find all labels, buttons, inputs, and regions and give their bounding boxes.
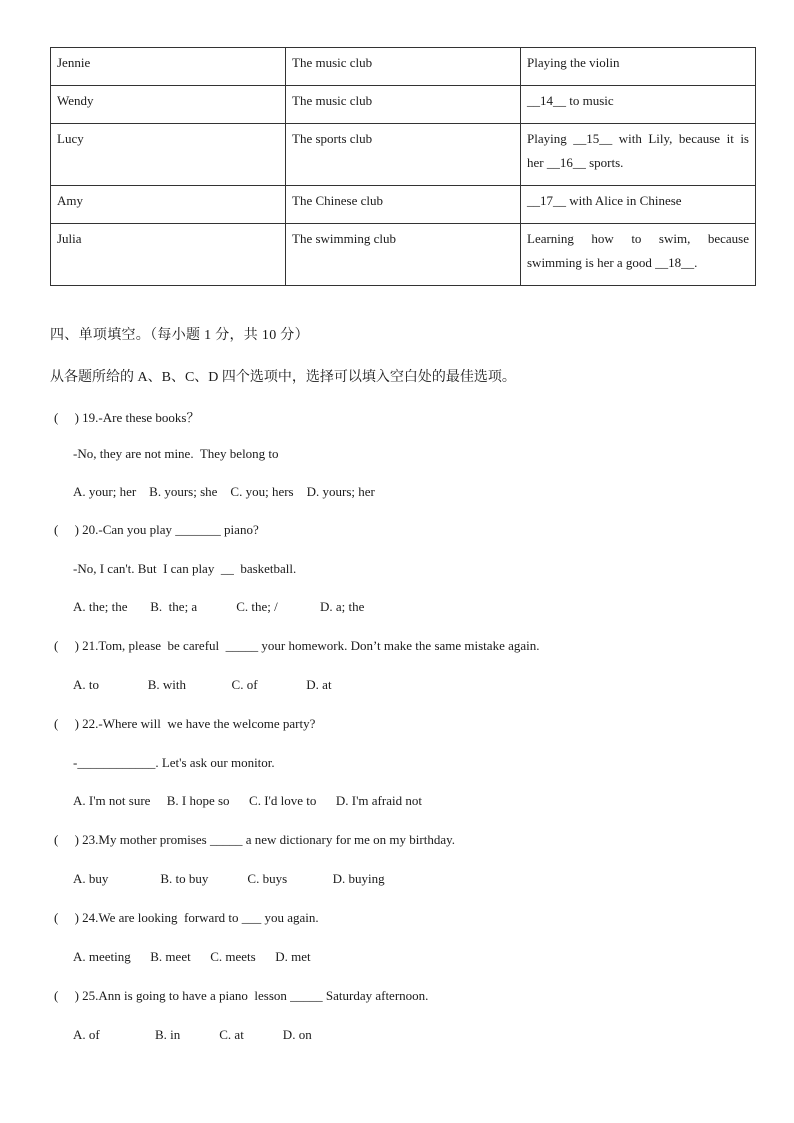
question-21-options: A. to B. with C. of D. at	[73, 677, 332, 692]
club-name: The swimming club	[286, 224, 521, 286]
question-23-stem: ( ) 23.My mother promises _____ a new dictionary for me on my birthday.	[54, 832, 455, 847]
table-row	[51, 124, 756, 186]
question-22-dialogue: -____________. Let's ask our monitor.	[73, 755, 275, 770]
table-row	[51, 186, 756, 224]
club-name: The Chinese club	[286, 186, 521, 224]
section-title: 四、单项填空。（每小题 1 分，共 10 分）	[50, 328, 309, 343]
student-name: Jennie	[51, 48, 286, 86]
club-name: The music club	[286, 48, 521, 86]
question-20-dialogue: -No, I can't. But I can play __ basketball.	[73, 561, 297, 576]
section-instruction: 从各题所给的 A、B、C、D 四个选项中，选择可以填入空白处的最佳选项。	[50, 370, 516, 385]
table-row	[51, 86, 756, 124]
question-24-stem: ( ) 24.We are looking forward to ___ you again.	[54, 910, 319, 925]
question-22-stem: ( ) 22.-Where will we have the welcome party?	[54, 716, 316, 731]
club-activity: Playing the violin	[521, 48, 756, 86]
question-25-options: A. of B. in C. at D. on	[73, 1027, 312, 1042]
club-name: The sports club	[286, 124, 521, 186]
student-name: Amy	[51, 186, 286, 224]
club-activity: __14__ to music	[521, 86, 756, 124]
club-activity: Learning how to swim, because swimming is her a good __18__.	[521, 224, 756, 286]
student-name: Wendy	[51, 86, 286, 124]
question-20-options: A. the; the B. the; a C. the; / D. a; the	[73, 599, 365, 614]
question-21-stem: ( ) 21.Tom, please be careful _____ your homework. Don’t make the same mistake again.	[54, 638, 540, 653]
question-19-stem: ( ) 19.-Are these books？	[54, 410, 200, 425]
question-19-dialogue: -No, they are not mine. They belong to	[73, 446, 279, 461]
question-20-stem: ( ) 20.-Can you play _______ piano?	[54, 522, 259, 537]
question-24-options: A. meeting B. meet C. meets D. met	[73, 949, 311, 964]
question-25-stem: ( ) 25.Ann is going to have a piano lesson _____ Saturday afternoon.	[54, 988, 429, 1003]
table-row	[51, 48, 756, 86]
club-name: The music club	[286, 86, 521, 124]
student-name: Lucy	[51, 124, 286, 186]
question-19-options: A. your; her B. yours; she C. you; hers D. yours; her	[73, 484, 375, 499]
table-row	[51, 224, 756, 286]
club-table	[50, 47, 756, 286]
club-activity: __17__ with Alice in Chinese	[521, 186, 756, 224]
question-22-options: A. I'm not sure B. I hope so C. I'd love to D. I'm afraid not	[73, 793, 422, 808]
club-activity: Playing __15__ with Lily, because it is her __16__ sports.	[521, 124, 756, 186]
student-name: Julia	[51, 224, 286, 286]
question-23-options: A. buy B. to buy C. buys D. buying	[73, 871, 385, 886]
